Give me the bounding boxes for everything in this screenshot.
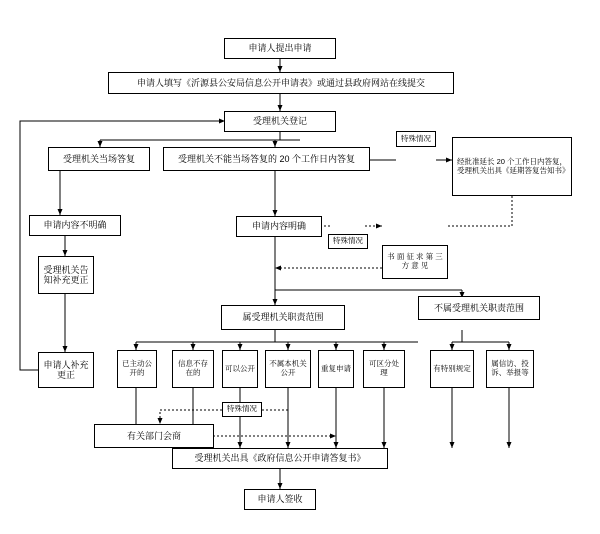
node-not-this-agency[interactable] [265,350,311,388]
node-label: 不属受理机关职责范围 [433,302,524,313]
annotation-special-case-2 [328,234,368,249]
node-label: 可区分处理 [369,359,399,377]
annotation-special-case-1 [396,131,436,147]
node-label: 书 面 征 求 第 三 方 意 见 [387,252,443,270]
node-label: 受理机关告知补充更正 [43,264,89,285]
node-within-duty-scope[interactable] [221,305,345,330]
node-label: 属受理机关职责范围 [242,312,324,323]
node-petition-complaint[interactable] [486,350,534,388]
node-label: 受理机关当场答复 [62,153,135,164]
node-applicant-receipt[interactable] [244,489,316,510]
node-separable-handling[interactable] [363,350,405,388]
node-department-consultation[interactable] [94,424,214,448]
node-label: 有特别规定 [433,363,471,373]
node-label: 申请人填写《沂源县公安局信息公开申请表》或通过县政府网站在线提交 [136,77,425,88]
annotation-special-case-3 [222,402,262,417]
node-label: 受理机关出具《政府信息公开申请答复书》 [194,453,366,464]
node-outside-duty-scope[interactable] [418,296,540,320]
annotation-label: 特殊情况 [333,236,363,246]
node-notify-supplement[interactable] [38,256,94,294]
node-label: 申请人补充更正 [43,359,89,380]
node-label: 受理机关登记 [252,116,307,127]
node-label: 经批准延长 20 个工作日内答复，受理机关出具《延期答复告知书》 [457,156,570,175]
node-already-disclosed[interactable] [117,350,157,388]
node-label: 申请内容明确 [251,221,306,232]
node-onsite-reply[interactable] [48,147,150,171]
node-consult-third-party[interactable] [382,245,448,279]
node-content-clear[interactable] [236,216,322,237]
node-reply-within-20-days[interactable] [163,147,370,171]
annotation-label: 特殊情况 [227,404,257,414]
node-label: 不属本机关公开 [269,359,307,377]
node-extension-notice[interactable] [452,137,572,196]
node-content-unclear[interactable] [29,215,121,236]
node-issue-reply-document[interactable] [172,448,388,469]
node-fill-application-form[interactable] [108,72,454,94]
node-label: 已主动公开的 [122,359,152,377]
node-label: 有关部门会商 [126,430,181,441]
node-can-disclose[interactable] [222,350,258,388]
node-label: 可以公开 [225,363,255,373]
node-label: 受理机关不能当场答复的 20 个工作日内答复 [177,153,355,164]
annotation-label: 特殊情况 [401,133,431,143]
node-label: 信息不存在的 [178,359,208,377]
node-registration[interactable] [224,111,336,132]
node-applicant-supplement[interactable] [38,352,94,388]
node-label: 申请内容不明确 [43,220,107,231]
node-label: 申请人签收 [257,494,303,505]
node-label: 重复申请 [321,363,351,373]
node-info-not-exist[interactable] [172,350,214,388]
node-duplicate-request[interactable] [318,350,354,388]
node-applicant-submit[interactable] [224,38,336,59]
node-special-provisions[interactable] [430,350,474,388]
node-label: 申请人提出申请 [248,43,312,54]
node-label: 属信访、投诉、举报等 [491,359,529,377]
